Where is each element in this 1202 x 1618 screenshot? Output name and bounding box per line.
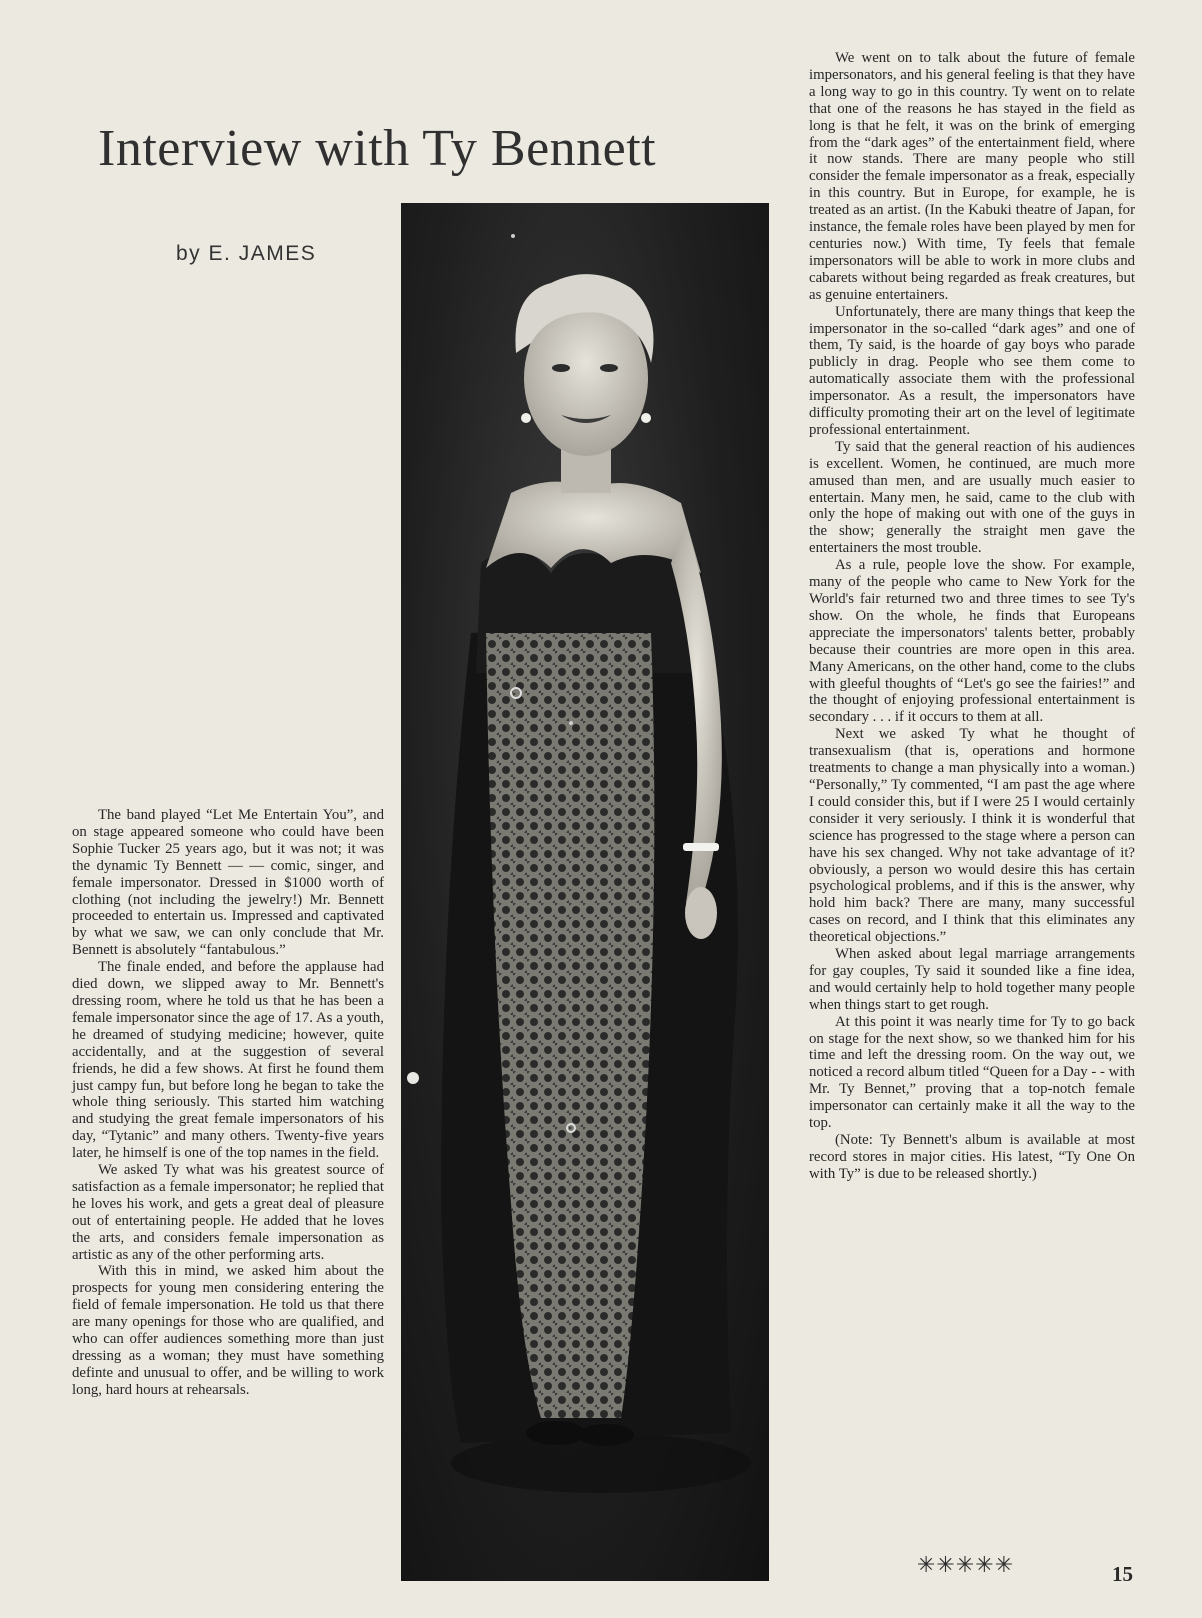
right-text-column bbox=[809, 50, 1135, 1183]
paragraph: (Note: Ty Bennett's album is available at most record stores in major cities. His latest, “Ty One On with Ty” is due to be released shortly.) bbox=[809, 1132, 1135, 1182]
end-ornament: ✳✳✳✳✳ bbox=[917, 1553, 1015, 1578]
paragraph: The finale ended, and before the applause had died down, we slipped away to Mr. Bennett's dressing room, where he told us that he has been a female impersonator since the age of 17. As a youth, he dreamed of studying medicine; however, quite accidentally, and at the suggestion of several friends, he did a few shows. At first he found them just campy fun, but before long he began to take the whole thing seriously. This started him watching and studying the great female impersonators of his day, “Tytanic” and many others. Twenty-five years later, he himself is one of the top names in the field. bbox=[72, 959, 384, 1162]
paragraph: Unfortunately, there are many things that keep the impersonator in the so-called “dark ages” and one of them, Ty said, is the hoarde of gay boys who parade publicly in drag. People who see them come to automatically associate them with the professional impersonator. As a result, the impersonators have difficulty promoting their art on the level of legitimate professional entertainment. bbox=[809, 303, 1135, 438]
paragraph: Ty said that the general reaction of his audiences is excellent. Women, he continued, are much more amused than men, and are usually much easier to entertain. Many men, he said, came to the club with only the hope of making out with one of the guys in the show; generally the straight men gave the entertainers the most trouble. bbox=[809, 438, 1135, 557]
paragraph: With this in mind, we asked him about the prospects for young men considering entering the field of female impersonation. He told us that there are many openings for those who are qualified, and who can offer audiences something more than just dressing as a woman; they must have something definte and unusual to offer, and be willing to work long, hard hours at rehearsals. bbox=[72, 1263, 384, 1398]
paragraph: We asked Ty what was his greatest source of satisfaction as a female impersonator; he replied that he loves his work, and gets a great deal of pleasure out of entertaining people. He added that he loves the arts, and considers female impersonation as artistic as any of the other performing arts. bbox=[72, 1162, 384, 1263]
performer-photo bbox=[401, 203, 769, 1581]
left-text-column bbox=[72, 807, 384, 1399]
paragraph: We went on to talk about the future of female impersonators, and his general feeling is that they have a long way to go in this country. Ty went on to relate that one of the reasons he has stayed in the field as long is that he felt, it was on the brink of emerging from the “dark ages” of the entertainment field, where it now stands. There are many people who still consider the female impersonator as a freak, especially in this country. But in Europe, for example, he is treated as an artist. (In the Kabuki theatre of Japan, for instance, the female roles have been played by men for centuries now.) With time, Ty feels that female impersonators will be able to work in more clubs and cabarets without being regarded as freak creatures, but as genuine entertainers. bbox=[809, 50, 1135, 303]
page-number: 15 bbox=[1112, 1562, 1133, 1586]
paragraph: At this point it was nearly time for Ty to go back on stage for the next show, so we thanked him for his time and left the dressing room. On the way out, we noticed a record album titled “Queen for a Day - - with Mr. Ty Bennet,” proving that a top-notch female impersonator can certainly make it all the way to the top. bbox=[809, 1013, 1135, 1132]
paragraph: Next we asked Ty what he thought of transexualism (that is, operations and hormone treatments to change a man physically into a woman.) “Personally,” Ty commented, “I am past the age where I could consider this, but if I were 25 I would certainly consider it very seriously. I think it is wonderful that science has progressed to the stage where a person can have his sex changed. Why not take advantage of it? obviously, a person wo would desire this has certain psychological problems, and if this is the answer, why hold him back? There are many, many successful cases on record, and I think that this eliminates any theoretical objections.” bbox=[809, 726, 1135, 946]
paragraph: As a rule, people love the show. For example, many of the people who came to New York for the World's fair returned two and three times to see Ty's show. On the whole, he finds that Europeans appreciate the impersonators' talents better, probably because their countries are more open in this area. Many Americans, on the other hand, come to the clubs with gleeful thoughts of “Let's go see the fairies!” and the thought of enjoying professional entertainment is secondary . . . if it occurs to them at all. bbox=[809, 557, 1135, 726]
performer-illustration bbox=[401, 203, 769, 1581]
paragraph: The band played “Let Me Entertain You”, and on stage appeared someone who could have been Sophie Tucker 25 years ago, but it was not; it was the dynamic Ty Bennett — — comic, singer, and female impersonator. Dressed in $1000 worth of clothing (not including the jewelry!) Mr. Bennett proceeded to entertain us. Impressed and captivated by what we saw, we can only conclude that Mr. Bennett is absolutely “fantabulous.” bbox=[72, 807, 384, 959]
article-byline: by E. JAMES bbox=[176, 242, 317, 265]
article-title: Interview with Ty Bennett bbox=[98, 119, 657, 177]
paragraph: When asked about legal marriage arrangements for gay couples, Ty said it sounded like a fine idea, and would certainly help to hold together many people when things start to get rough. bbox=[809, 946, 1135, 1013]
